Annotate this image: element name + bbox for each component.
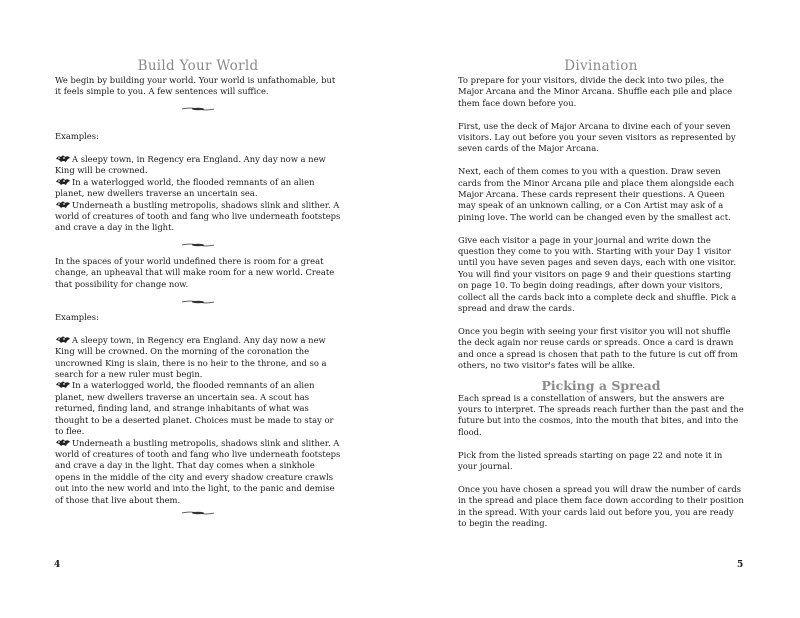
intro-paragraph: We begin by building your world. Your world is unfathomable, but it feels simple to you. A few sentences will suffice. [55, 75, 336, 97]
page-number-left: 4 [54, 560, 61, 570]
examples-label: Examples: [55, 312, 99, 323]
list-item [55, 380, 341, 437]
list-item-text: In a waterlogged world, the flooded remnants of an alien planet, new dwellers traverse an uncertain sea. [55, 176, 315, 199]
list-item [55, 200, 341, 234]
divider [55, 234, 341, 256]
examples-label: Examples: [55, 131, 99, 142]
list-item-text: Underneath a bustling metropolis, shadows slink and slither. A world of creatures of tooth and fang who live underneath footsteps and crave a day in the light. [55, 199, 341, 233]
paragraph: Once you have chosen a spread you will draw the number of cards in the spread and place them face down according to their position in the spread. With your cards laid out before you, you are ready to begin the reading. [458, 483, 744, 528]
flower-ornament-icon [55, 438, 71, 447]
list-item-text: A sleepy town, in Regency era England. Any day now a new King will be crowned. [55, 154, 326, 176]
flower-ornament-icon [55, 154, 71, 163]
flower-ornament-icon [55, 335, 71, 344]
paragraph: Give each visitor a page in your journal and write down the question they come to you with. Starting with your Day 1 visitor until you have seven pages and seven days, each with one visitor. You will find your visitors on page 9 and their questions starting on page 10. To begin doing readings, after down your visitors, collect all the cards back into a complete deck and shuffle. Pick a spread and draw the cards. [458, 234, 737, 314]
list-item [55, 438, 341, 506]
page-number-right: 5 [737, 560, 744, 570]
list-item-text: A sleepy town, in Regency era England. Any day now a new King will be crowned. On the morning of the coronation the uncrowned King is slain, there is no heir to the throne, and so a search for a new ruler must begin. [55, 334, 327, 380]
flourish-divider-icon [181, 510, 215, 516]
flourish-divider-icon [181, 106, 215, 112]
list-item [55, 154, 341, 177]
list-item [55, 335, 341, 381]
paragraph: Each spread is a constellation of answers, but the answers are yours to interpret. The spreads reach further than the past and the future but into the cosmos, into the mouth that bites, and into the flood. [458, 392, 744, 437]
left-column [55, 58, 341, 520]
divider [55, 506, 341, 520]
section-subtitle: Picking a Spread [541, 377, 661, 393]
paragraph: Pick from the listed spreads starting on page 22 and note it in your journal. [458, 449, 723, 471]
middle-paragraph: In the spaces of your world undefined there is room for a great change, an upheaval that will make room for a new world. Create that possibility for change now. [55, 255, 335, 289]
flourish-divider-icon [181, 299, 215, 305]
page-title: Divination [564, 58, 638, 74]
flourish-divider-icon [181, 242, 215, 248]
flower-ornament-icon [55, 177, 71, 186]
flower-ornament-icon [55, 200, 71, 209]
paragraph: To prepare for your visitors, divide the deck into two piles, the Major Arcana and the Minor Arcana. Shuffle each pile and place them face down before you. [458, 75, 733, 108]
list-item-text: In a waterlogged world, the flooded remnants of an alien planet, new dwellers traverse an uncertain sea. A scout has returned, finding land, and strange inhabitants of what was thought to be a deserted planet. Choices must be made to stay or to flee. [55, 380, 334, 437]
page-title: Build Your World [137, 58, 259, 74]
paragraph: First, use the deck of Major Arcana to divine each of your seven visitors. Lay out before you your seven visitors as represented by seven cards of the Major Arcana. [458, 120, 736, 154]
paragraph: Once you begin with seeing your first visitor you will not shuffle the deck again nor reuse cards or spreads. Once a card is drawn and once a spread is chosen that path to the future is cut off from others, no two visitor's fates will be alike. [458, 325, 738, 371]
paragraph: Next, each of them comes to you with a question. Draw seven cards from the Minor Arcana pile and place them alongside each Major Arcana. These cards represent their questions. A Queen may speak of an unknown calling, or a Con Artist may ask of a pining love. The world can be changed even by the smallest act. [458, 166, 735, 222]
right-column [458, 58, 744, 529]
divider [55, 290, 341, 312]
flower-ornament-icon [55, 380, 71, 389]
divider [55, 98, 341, 120]
list-item-text: Underneath a bustling metropolis, shadows slink and slither. A world of creatures of tooth and fang who live underneath footsteps and crave a day in the light. That day comes when a sinkhole opens in the middle of the city and every shadow creature crawls out into the new world and into the light, to the panic and demise of those that live about them. [55, 437, 341, 505]
list-item [55, 177, 341, 200]
